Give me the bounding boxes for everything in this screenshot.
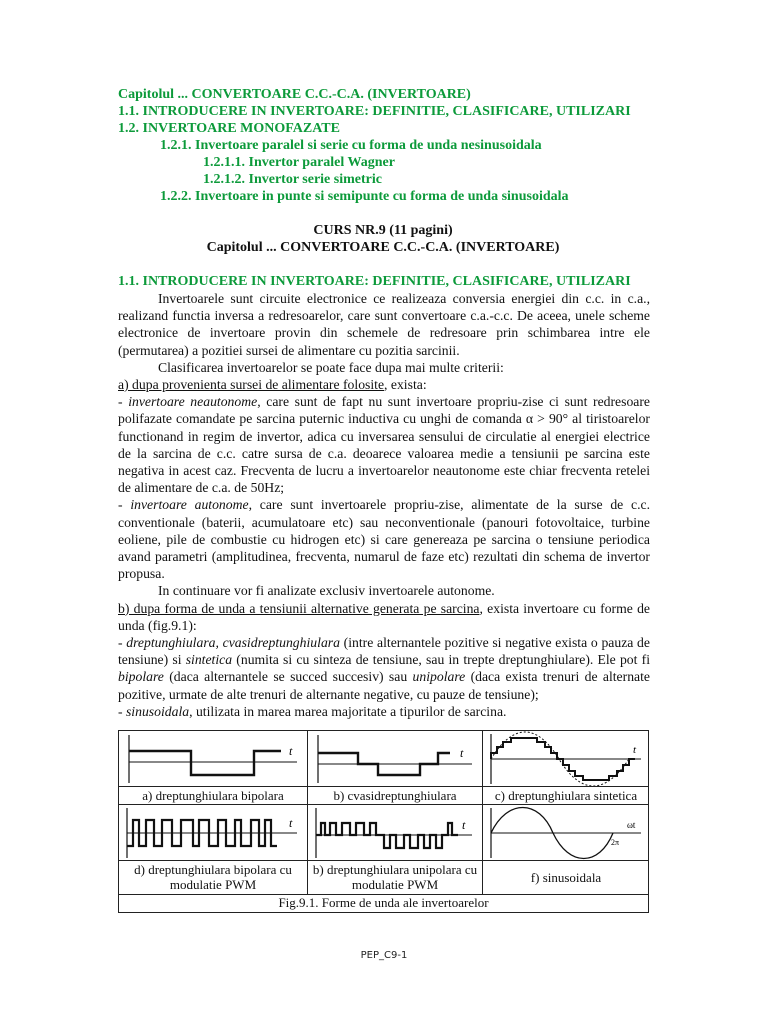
item-dreptunghiulara: - dreptunghiulara, cvasidreptunghiulara (intre alternantele pozitive si negative exista o pauza de tensiune) si sintetica (numita si cu sinteza de tensiune, sau in trepte dreptunghiulare). Ele pot fi bipolare (daca alternantele se succed succesiv) sau unipolare (daca exista trenuri de alternate pozitive, urmate de alte trenuri de alternante negative, cu pauze de tensiune); [118,635,650,702]
body-text [118,290,650,720]
term-autonome: invertoare autonome [130,497,249,513]
text-b4: (daca exista trenuri de alternate pozitive, urmate de alte trenuri de alternante negative, cu pauze de tensiune); [118,669,650,702]
toc-section-1-2-1: 1.2.1. Invertoare paralel si serie cu forma de unda nesinusoidala [160,138,542,153]
toc-section-1-2: 1.2. INVERTOARE MONOFAZATE [118,121,340,136]
criterion-b-tail: , exista invertoare cu forme de unda (fig.9.1): [118,600,650,633]
waveform-c [483,731,649,787]
paragraph-intro: Invertoarele sunt circuite electronice ce realizeaza conversia energiei din c.c. in c.a., realizand functia inversa a redresoarelor, care sunt convertoare c.a.-c.c. De aceea, unele scheme electronice de invertoare provin din schemele de redresoare prin schimbarea intre ele (permutarea) a pozitiei sursei de alimentare cu pozitia sarcinii. [118,291,650,358]
caption-d: d) dreptunghiulara bipolara cu modulatie PWM [119,861,308,895]
text-b3: (daca alternantele se succed succesiv) sau [163,669,413,685]
paragraph-autonome-only: In continuare vor fi analizate exclusiv invertoarele autonome. [158,583,495,599]
term-bipolare: bipolare [118,669,164,685]
axis-t-label: t [289,744,293,758]
waveform-f [483,805,649,861]
criterion-a-title: a) dupa provenienta sursei de alimentare folosite [118,377,385,393]
waveform-b [308,731,483,787]
paragraph-classification: Clasificarea invertoarelor se poate face dupa mai multe criterii: [158,359,504,375]
text-b2: (numita si cu sinteza de tensiune, sau in trepte dreptunghiulare). Ele pot fi [232,652,650,668]
figure-caption: Fig.9.1. Forme de unda ale invertoarelor [278,895,489,910]
axis-t-label: t [633,744,637,756]
criterion-b [118,600,650,634]
item-neautonome: - invertoare neautonome, care sunt de fapt nu sunt invertoare propriu-zise ci sunt redresoare polifazate comandate pe sarcina puternic inductiva cu unghi de comanda α > 90° al tiristoarelor functionand in regim de invertor, adica cu inversarea sensului de circulatie al energiei electrice de la sarcina de c.c. catre sursa de c.a. deoarece valoarea medie a tensiunii pe sarcina este negativa in acest caz. Frecventa de lucru a invertoarelor neautonome este chiar frecventa retelei de alimentare de c.a. de 50Hz; [118,394,650,496]
term-sinusoidala: sinusoidala [125,703,190,719]
waveform-b-plot [308,731,482,786]
axis-t-label: t [462,818,466,832]
text-b1: (intre alternantele pozitive si negative exista o pauza de tensiune) si [118,635,650,668]
text-autonome: , care sunt invertoarele propriu-zise, alimentate de la surse de c.c. conventionale (baterii, acumulatoare etc) sau neconventionale (panouri fotovoltaice, turbine eoliene, pile de combustie cu hidrogen etc) si care genereaza pe sarcina o tensiune periodica avand parametri (amplitudinea, frecventa, numarul de faze etc) rezultati din schema de invertor propusa. [118,497,650,582]
axis-wt-label: ωt [627,820,636,830]
toc-section-1-2-1-2: 1.2.1.2. Invertor serie simetric [203,172,382,187]
course-title: CURS NR.9 (11 pagini) [313,223,453,238]
caption-e: b) dreptunghiulara unipolara cu modulatie PWM [308,861,483,895]
section-heading: 1.1. INTRODUCERE IN INVERTOARE: DEFINITIE, CLASIFICARE, UTILIZARI [118,274,631,289]
term-neautonome: invertoare neautonome [128,394,258,410]
toc-section-1-1: 1.1. INTRODUCERE IN INVERTOARE: DEFINITIE, CLASIFICARE, UTILIZARI [118,104,631,119]
waveform-e-plot [308,805,482,860]
page-footer: PEP_C9-1 [360,950,408,961]
text-neautonome: , care sunt de fapt nu sunt invertoare propriu-zise ci sunt redresoare polifazate comandate pe sarcina puternic inductiva cu unghi de comanda α > 90° al tiristoarelor functionand in regim de invertor, adica cu inversarea sensului de circulatie al energiei electrice de la sarcina de c.c. catre sursa de c.a. deoarece valoarea medie a tensiunii pe sarcina este negativa in acest caz. Frecventa de lucru a invertoarelor neautonome este chiar frecventa retelei de alimentare de c.a. de 50Hz; [118,394,650,496]
course-chapter: Capitolul ... CONVERTOARE C.C.-C.A. (INVERTOARE) [206,240,560,255]
figure-9-1 [118,730,649,913]
criterion-a [118,376,650,393]
axis-2pi-label: 2π [611,838,620,847]
toc-chapter: Capitolul ... CONVERTOARE C.C.-C.A. (INVERTOARE) [118,87,471,102]
caption-f: f) sinusoidala [483,861,649,895]
caption-b: b) cvasidreptunghiulara [308,787,483,805]
axis-t-label: t [289,816,293,830]
toc-section-1-2-1-1: 1.2.1.1. Invertor paralel Wagner [203,155,395,170]
waveform-d [119,805,308,861]
waveform-e [308,805,483,861]
toc-section-1-2-2: 1.2.2. Invertoare in punte si semipunte cu forma de unda sinusoidala [160,189,569,204]
caption-c: c) dreptunghiulara sintetica [483,787,649,805]
item-sinusoidala: - sinusoidala, utilizata in marea marea majoritate a tipurilor de sarcina. [118,703,507,719]
criterion-a-tail: , exista: [384,377,427,393]
waveform-a-plot [119,731,307,786]
criterion-b-title: b) dupa forma de unda a tensiunii alternative generata pe sarcina [118,600,480,616]
waveform-c-plot [483,731,648,786]
waveform-f-plot [483,805,648,860]
text-sinusoidala: , utilizata in marea marea majoritate a tipurilor de sarcina. [189,703,507,719]
term-sintetica: sintetica [185,652,233,668]
item-autonome: - invertoare autonome, care sunt invertoarele propriu-zise, alimentate de la surse de c.c. conventionale (baterii, acumulatoare etc) sau neconventionale (panouri fotovoltaice, turbine eoliene, pile de combustie cu hidrogen etc) si care genereaza pe sarcina o tensiune periodica avand parametri (amplitudinea, frecventa, numarul de faze etc) rezultati din schema de invertor propusa. [118,497,650,582]
term-dreptunghiulara: dreptunghiulara, cvasidreptunghiulara [126,635,340,651]
term-unipolare: unipolare [412,669,466,685]
waveform-d-plot [119,805,307,860]
caption-a: a) dreptunghiulara bipolara [119,787,308,805]
waveform-a [119,731,308,787]
axis-t-label: t [460,746,464,760]
